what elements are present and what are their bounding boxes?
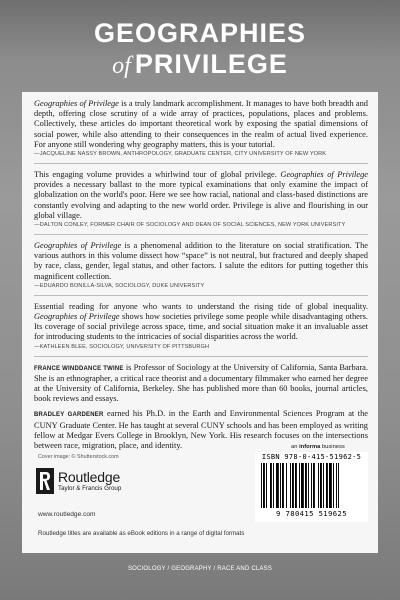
informa-suffix: business xyxy=(320,444,345,450)
review-attribution: —EDUARDO BONILLA-SILVA, SOCIOLOGY, DUKE UNIVERSITY xyxy=(34,282,205,289)
bio-text xyxy=(34,363,368,405)
barcode-bar xyxy=(282,463,284,508)
review-quote xyxy=(34,99,368,158)
review-body-lead: Essential reading for anyone who wants to understand the rising tide of global inequality. xyxy=(34,301,368,311)
review-quote xyxy=(34,302,368,351)
barcode-bar xyxy=(333,463,334,508)
barcode-bar xyxy=(292,463,294,508)
barcode-bar xyxy=(280,463,281,508)
review-attribution: —JACQUELINE NASSY BROWN, ANTHROPOLOGY, GRADUATE CENTER, CITY UNIVERSITY OF NEW YORK xyxy=(34,151,327,158)
barcode-bar xyxy=(326,463,328,508)
review-text xyxy=(34,99,368,150)
book-title-italic: Geographies of Privilege xyxy=(34,312,120,322)
subject-categories: SOCIOLOGY / GEOGRAPHY / RACE AND CLASS xyxy=(127,566,273,572)
author-name: BRADLEY GARDENER xyxy=(34,412,104,419)
barcode-bar xyxy=(320,463,322,508)
review-attribution: —DALTON CONLEY, FORMER CHAIR OF SOCIOLOGY AND DEAN OF SOCIAL SCIENCES, NEW YORK UNIVERSITY xyxy=(34,222,346,229)
divider xyxy=(34,356,368,357)
divider xyxy=(34,295,368,296)
book-title-italic: Geographies of Privilege xyxy=(34,241,122,251)
barcode-bar xyxy=(329,463,332,508)
barcode-bar xyxy=(323,463,324,508)
review-body: is a truly landmark accomplishment. It manages to have both breadth and depth, offering close scrutiny of a wide array of practices, populations, places and problems. Collectively, these articles do important theoretical work by exposing the spatial dimensions of social power, while also attending to their consequences in the realm of actual lived experience. For anyone still wondering why geography matters, this is your tutorial. xyxy=(34,99,368,149)
publisher-website: www.routledge.com xyxy=(38,511,96,518)
ebook-note: Routledge titles are available as eBook editions in a range of digital formats xyxy=(38,530,245,537)
barcode xyxy=(255,452,368,522)
publisher-subtitle: Taylor & Francis Group xyxy=(58,485,122,492)
informa-brand: informa xyxy=(299,444,321,450)
book-title xyxy=(0,18,400,82)
title-of: of xyxy=(112,53,131,79)
book-title-italic: Geographies of Privilege xyxy=(34,99,119,108)
barcode-bar xyxy=(308,463,309,508)
barcode-bar xyxy=(261,463,262,508)
informa-note xyxy=(291,444,345,450)
bio-body: is Professor of Sociology at the University of California, Santa Barbara. She is an ethnographer, a critical race theorist and a documentary filmmaker who earned her degree at the University of California, Berkeley. She has published more than 60 books, journal articles, book reviews and essays. xyxy=(34,362,368,404)
review-body: is a phenomenal addition to the literature on social stratification. The various authors in this volume dissect how “space” is not neutral, but fractured and deeply shaped by race, class, gender, legal status, and other factors. I salute the editors for putting together this magnificent collection. xyxy=(34,241,368,281)
book-title-italic: Geographies of Privilege xyxy=(280,170,368,180)
blurb-area xyxy=(34,99,368,456)
review-text xyxy=(34,170,368,221)
barcode-icon xyxy=(260,463,363,508)
barcode-bar xyxy=(266,463,267,508)
review-text xyxy=(34,302,368,343)
barcode-bar xyxy=(299,463,300,508)
title-line-geographies: GEOGRAPHIES xyxy=(93,18,307,48)
publisher-name: Routledge xyxy=(58,469,121,485)
isbn-label: ISBN 978-0-415-51962-5 xyxy=(261,453,362,461)
title-privilege: PRIVILEGE xyxy=(134,49,288,79)
review-quote xyxy=(34,170,368,229)
routledge-logo-icon xyxy=(36,468,54,494)
review-attribution: —KATHLEEN BLEE, SOCIOLOGY, UNIVERSITY OF PITTSBURGH xyxy=(34,343,210,350)
barcode-bar xyxy=(270,463,272,508)
barcode-bar xyxy=(295,463,297,508)
author-bio xyxy=(34,363,368,405)
review-quote xyxy=(34,241,368,290)
barcode-bar xyxy=(273,463,274,508)
barcode-bar xyxy=(301,463,304,508)
cover-image-credit: Cover image: © Shutterstock.com xyxy=(38,454,119,460)
publisher-logo xyxy=(36,468,176,502)
barcode-bar xyxy=(276,463,279,508)
author-name: FRANCE WINDDANCE TWINE xyxy=(34,365,124,372)
review-text xyxy=(34,241,368,282)
barcode-bar xyxy=(338,463,339,508)
barcode-bar xyxy=(263,463,265,508)
bio-body: earned his Ph.D. in the Earth and Environmental Sciences Program at the CUNY Graduate Center. He has taught at several CUNY schools and has been employed as writing fellow at Medgar Evers College in Brooklyn, New York. His research focuses on the intersections between race, migration, place, and identity. xyxy=(34,409,368,451)
barcode-bar xyxy=(318,463,319,508)
barcode-bar xyxy=(311,463,312,508)
review-body: provides a necessary ballast to the more typical examinations that only examine the impact of globalization on the world's poor. Here we see how racial, national and class-based distinctions are constantly evolving and adapting to the new world order. Privilege is alive and flourishing in our global village. xyxy=(34,180,368,220)
informa-prefix: an xyxy=(291,444,300,450)
divider xyxy=(34,234,368,235)
barcode-bar xyxy=(313,463,315,508)
barcode-bar xyxy=(336,463,337,508)
barcode-bar xyxy=(286,463,287,508)
title-line-privilege xyxy=(0,48,400,82)
review-body: shows how societies privilege some people while disadvantaging others. Its coverage of social privilege across space, time, and social situation make it an invaluable asset for introducing students to the intricacies of social disparities across the world. xyxy=(34,312,368,342)
divider xyxy=(34,163,368,164)
barcode-bar xyxy=(290,463,291,508)
review-body-lead: This engaging volume provides a whirlwind tour of global privilege. xyxy=(34,170,281,180)
barcode-number: 9 780415 519625 xyxy=(276,509,347,518)
barcode-bar xyxy=(305,463,307,508)
